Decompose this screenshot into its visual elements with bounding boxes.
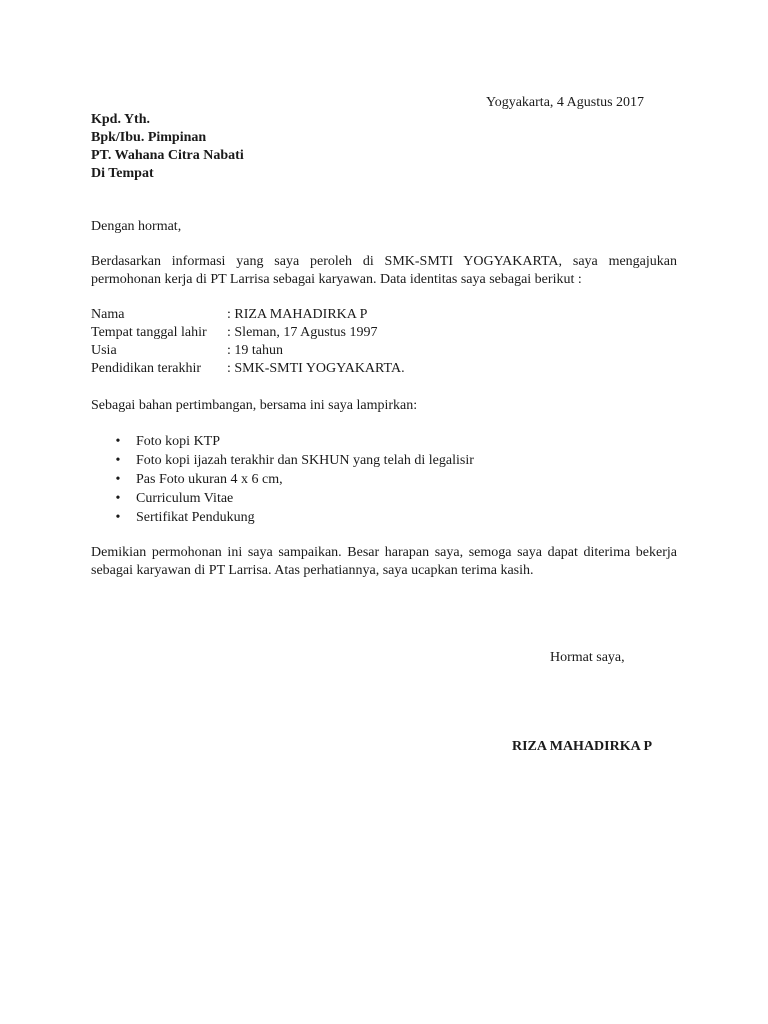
bullet-icon: •	[115, 434, 121, 449]
list-item	[113, 489, 474, 508]
identity-label: Nama	[91, 307, 125, 322]
attachment-text: Curriculum Vitae	[136, 491, 234, 506]
signature-name: RIZA MAHADIRKA P	[512, 739, 653, 754]
recipient-line-4: Di Tempat	[91, 166, 154, 181]
identity-value: : Sleman, 17 Agustus 1997	[227, 325, 378, 340]
attachment-list	[113, 432, 474, 527]
identity-value: : RIZA MAHADIRKA P	[227, 307, 368, 322]
list-item	[113, 432, 474, 451]
bullet-icon: •	[115, 472, 121, 487]
identity-value: : 19 tahun	[227, 343, 283, 358]
identity-value: : SMK-SMTI YOGYAKARTA.	[227, 361, 405, 376]
recipient-company: PT. Wahana Citra Nabati	[91, 148, 244, 163]
attachments-intro: Sebagai bahan pertimbangan, bersama ini saya lampirkan:	[91, 398, 418, 413]
identity-label: Pendidikan terakhir	[91, 361, 202, 376]
bullet-icon: •	[115, 453, 121, 468]
identity-label: Tempat tanggal lahir	[91, 325, 207, 340]
salutation: Dengan hormat,	[91, 219, 182, 234]
list-item	[113, 508, 474, 527]
bullet-icon: •	[115, 510, 121, 525]
place-date: Yogyakarta, 4 Agustus 2017	[486, 95, 645, 110]
attachment-text: Sertifikat Pendukung	[136, 510, 255, 525]
list-item	[113, 470, 474, 489]
closing-paragraph: Demikian permohonan ini saya sampaikan. Besar harapan saya, semoga saya dapat diterima bekerja sebagai karyawan di PT Larrisa. Atas perhatiannya, saya ucapkan terima kasih.	[91, 545, 677, 578]
attachment-text: Foto kopi ijazah terakhir dan SKHUN yang telah di legalisir	[136, 453, 474, 468]
intro-paragraph: Berdasarkan informasi yang saya peroleh di SMK-SMTI YOGYAKARTA, saya mengajukan permohonan kerja di PT Larrisa sebagai karyawan. Data identitas saya sebagai berikut :	[91, 254, 677, 287]
recipient-line-2: Bpk/Ibu. Pimpinan	[91, 130, 207, 145]
identity-row-age	[91, 342, 405, 360]
attachment-text: Foto kopi KTP	[136, 434, 221, 449]
list-item	[113, 451, 474, 470]
identity-row-name	[91, 306, 405, 324]
recipient-line-1: Kpd. Yth.	[91, 112, 151, 127]
attachment-text: Pas Foto ukuran 4 x 6 cm,	[136, 472, 283, 487]
regards: Hormat saya,	[550, 650, 625, 665]
identity-label: Usia	[91, 343, 117, 358]
identity-row-birth	[91, 324, 405, 342]
identity-table	[91, 306, 405, 378]
bullet-icon: •	[115, 491, 121, 506]
identity-row-education	[91, 360, 405, 378]
